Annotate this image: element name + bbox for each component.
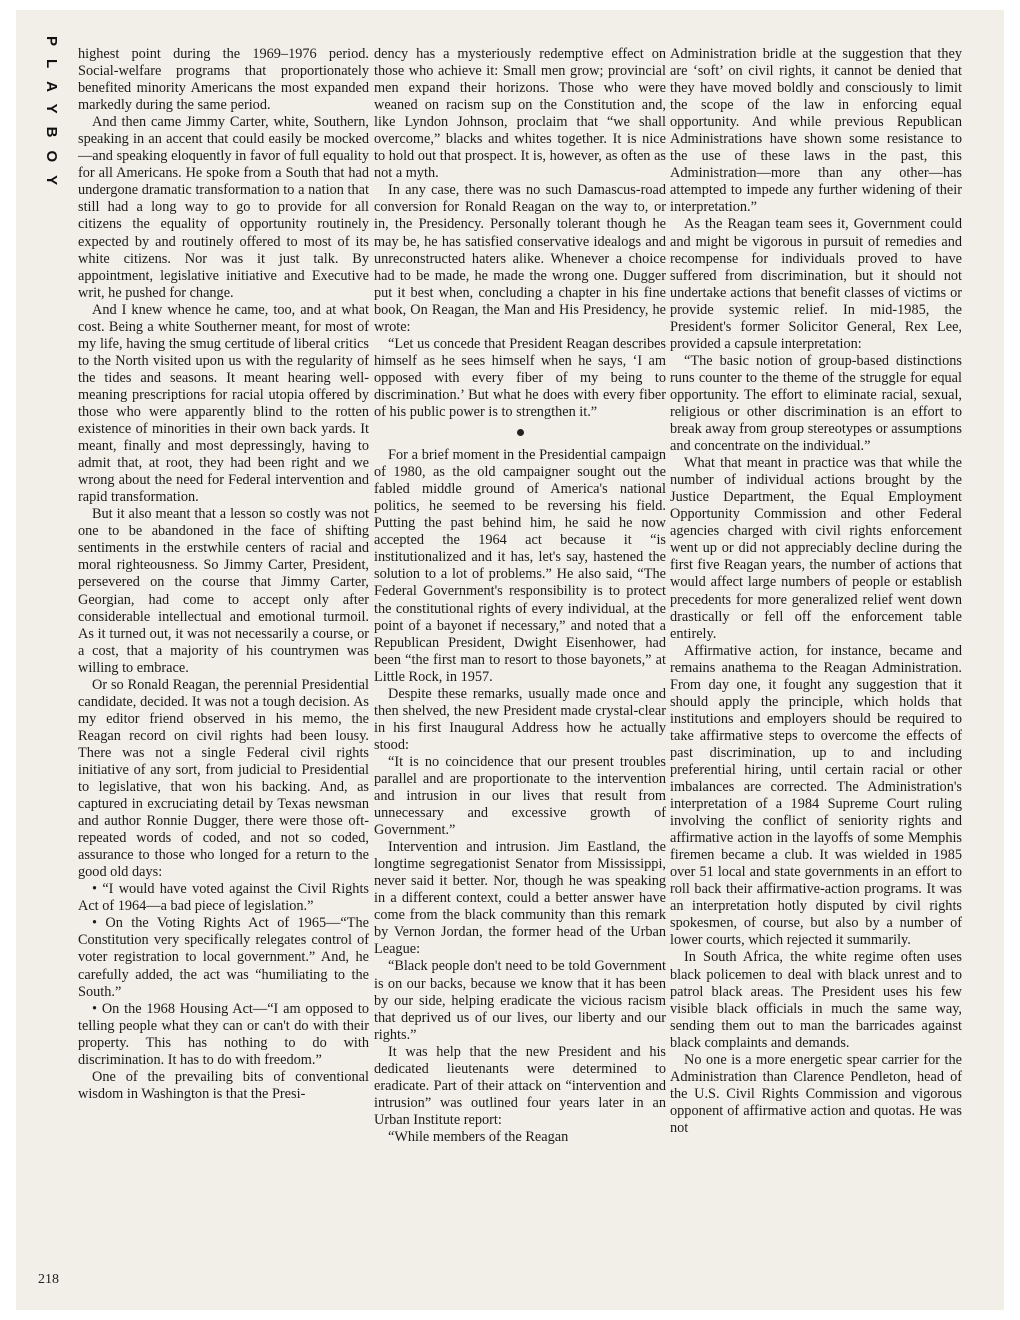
paragraph: It was help that the new President and his dedicated lieutenants were determined to eradicate. Part of their attack on “intervention and intrusion” was outlined four years later in an Urban Institute report: — [374, 1043, 666, 1128]
running-header — [38, 36, 62, 206]
bullet-quote: • On the 1968 Housing Act—“I am opposed to telling people what they can or can't do with their property. This has nothing to do with discrimination. It has to do with freedom.” — [78, 1000, 369, 1068]
paragraph: For a brief moment in the Presidential campaign of 1980, as the old campaigner sought out the fabled middle ground of America's national politics, he seemed to be reversing his field. Putting the past behind him, he said he now accepted the 1964 act because it “is institutionalized and it has, let's say, hastened the solution to a lot of problems.” He also said, “The Federal Government's responsibility is to protect the constitutional rights of every individual, at the point of a bayonet if necessary,” and noted that a Republican President, Dwight Eisenhower, had been “the first man to resort to those bayonets,” at Little Rock, in 1957. — [374, 447, 666, 685]
block-quote: “Let us concede that President Reagan describes himself as he sees himself when he says, ‘I am opposed with every fiber of my being to discrimination.’ But what he does with every fiber of his public power is to strengthen it.” — [374, 335, 666, 420]
block-quote: “The basic notion of group-based distinctions runs counter to the theme of the struggle for equal opportunity. The effort to eliminate racial, sexual, religious or other discrimination is an effort to break away from group stereotypes or assumptions and concentrate on the individual.” — [670, 352, 962, 455]
paragraph: And then came Jimmy Carter, white, Southern, speaking in an accent that could easily be mocked—and speaking eloquently in favor of full equality for all Americans. He spoke from a South that had undergone dramatic transformation to a nation that still had a long way to go to provide for all citizens the equality of opportunity routinely expected by and routinely offered to most of its white citizens. Nor was it just talk. By appointment, legislative initiative and Executive writ, he pushed for change. — [78, 114, 369, 301]
text-column-3 — [670, 46, 962, 1137]
section-break — [374, 421, 666, 447]
section-break-dot-icon — [517, 429, 524, 436]
bullet-quote: • “I would have voted against the Civil Rights Act of 1964—a bad piece of legislation.” — [78, 881, 369, 915]
text-column-1 — [78, 46, 369, 1103]
page-number: 218 — [38, 1272, 59, 1287]
paragraph: No one is a more energetic spear carrier for the Administration than Clarence Pendleton, head of the U.S. Civil Rights Commission and vigorous opponent of affirmative action and quotas. He was not — [670, 1051, 962, 1136]
paragraph: Administration bridle at the suggestion that they are ‘soft’ on civil rights, it cannot be denied that they have moved boldly and consciously to limit the scope of the law in enforcing equal opportunity. And while previous Republican Administrations have shown some resistance to the use of these laws in the past, this Administration—more than any other—has attempted to impede any further widening of their interpretation.” — [670, 46, 962, 216]
block-quote: “It is no coincidence that our present troubles parallel and are proportionate to the intervention and intrusion in our lives that result from unnecessary and excessive growth of Government.” — [374, 753, 666, 839]
magazine-name: PLAYBOY — [43, 36, 60, 199]
paragraph: As the Reagan team sees it, Government could and might be vigorous in pursuit of remedies and recompense for individuals proved to have suffered from discrimination, but it should not undertake actions that benefit classes of victims or provide systemic relief. In mid-1985, the President's former Solicitor General, Rex Lee, provided a capsule interpretation: — [670, 216, 962, 352]
paragraph: Affirmative action, for instance, became and remains anathema to the Reagan Administration. From day one, it fought any suggestion that it should apply the principle, which holds that institutions and employers should be required to take affirmative steps to overcome the effects of past discrimination, up to and including preferential hiring, until certain racial or other imbalances are corrected. The Administration's interpretation of a 1984 Supreme Court ruling involving the conflict of seniority rights and affirmative action in the layoffs of some Memphis firemen became a club. It was wielded in 1985 over 51 local and state governments in an effort to roll back their affirmative-action programs. It was an interpretation hotly disputed by civil rights spokesmen, of course, but also by a number of lower courts, which rejected it summarily. — [670, 642, 962, 949]
paragraph: In any case, there was no such Damascus-road conversion for Ronald Reagan on the way to, or in, the Presidency. Personally tolerant though he may be, he has satisfied conservative idealogs and unreconstructed haters alike. Whenever a choice had to be made, he made the wrong one. Dugger put it best when, concluding a chapter in his fine book, On Reagan, the Man and His Presidency, he wrote: — [374, 182, 666, 335]
paragraph: Despite these remarks, usually made once and then shelved, the new President made crystal-clear in his first Inaugural Address how he actually stood: — [374, 685, 666, 753]
paragraph: Intervention and intrusion. Jim Eastland, the longtime segregationist Senator from Mississippi, never said it better. Nor, though he was speaking in a different context, could a better answer have come from the black community than this remark by Vernon Jordan, the former head of the Urban League: — [374, 839, 666, 958]
block-quote: “Black people don't need to be told Government is on our backs, because we know that it has been by our side, helping eradicate the vicious racism that deprived us of our lives, our liberty and our rights.” — [374, 958, 666, 1043]
paragraph: But it also meant that a lesson so costly was not one to be abandoned in the face of shifting sentiments in the erstwhile centers of racial and moral righteousness. So Jimmy Carter, President, persevered on the course that Jimmy Carter, Georgian, had come to accept only after considerable intellectual and emotional turmoil. As it turned out, it was not necessarily a course, or a cost, that a majority of his countrymen was willing to embrace. — [78, 506, 369, 676]
paragraph: Or so Ronald Reagan, the perennial Presidential candidate, decided. It was not a tough decision. As my editor friend observed in his memo, the Reagan record on civil rights had been lousy. There was not a single Federal civil rights initiative of any sort, from judicial to Presidential to legislative, that won his backing. And, as captured in excruciating detail by Texas newsman and author Ronnie Dugger, there were those oft-repeated words of coded, and not so coded, assurance to those who longed for a return to the good old days: — [78, 676, 369, 881]
magazine-page — [16, 10, 1004, 1310]
paragraph: And I knew whence he came, too, and at what cost. Being a white Southerner meant, for most of my life, having the smug certitude of liberal critics to the North visited upon us with the regularity of the tides and seasons. It meant hearing well-meaning prescriptions for racial utopia offered by those who were apparently blind to the rotten existence of minorities in their own back yards. It meant, finally and most depressingly, having to admit that, at root, they had been right and we wrong about the need for Federal intervention and rapid transformation. — [78, 301, 369, 506]
paragraph: One of the prevailing bits of conventional wisdom in Washington is that the Presi- — [78, 1068, 369, 1102]
paragraph: What that meant in practice was that while the number of individual actions brought by the Justice Department, the Equal Employment Opportunity Commission and other Federal agencies charged with civil rights enforcement went up or did not appreciably decline during the first five Reagan years, the number of actions that would affect large numbers of people or establish precedents for more generalized relief went down drastically or fell off the enforcement table entirely. — [670, 455, 962, 642]
text-column-2 — [374, 46, 666, 1146]
paragraph: highest point during the 1969–1976 period. Social-welfare programs that proportionately benefited minority Americans the most expanded markedly during the same period. — [78, 46, 369, 114]
paragraph: In South Africa, the white regime often uses black policemen to deal with black unrest and to patrol black areas. The President uses his few visible black officials in much the same way, sending them out to man the barricades against black complaints and demands. — [670, 949, 962, 1051]
bullet-quote: • On the Voting Rights Act of 1965—“The Constitution very specifically relegates control of voter registration to local government.” And, he carefully added, the act was “humiliating to the South.” — [78, 915, 369, 1000]
paragraph: dency has a mysteriously redemptive effect on those who achieve it: Small men grow; provincial men expand their horizons. Those who were weaned on racism sup on the Constitution and, like Lyndon Johnson, proclaim that “we shall overcome,” blacks and whites together. It is nice to hold out that prospect. It is, however, as often as not a myth. — [374, 46, 666, 182]
block-quote: “While members of the Reagan — [388, 1128, 569, 1145]
